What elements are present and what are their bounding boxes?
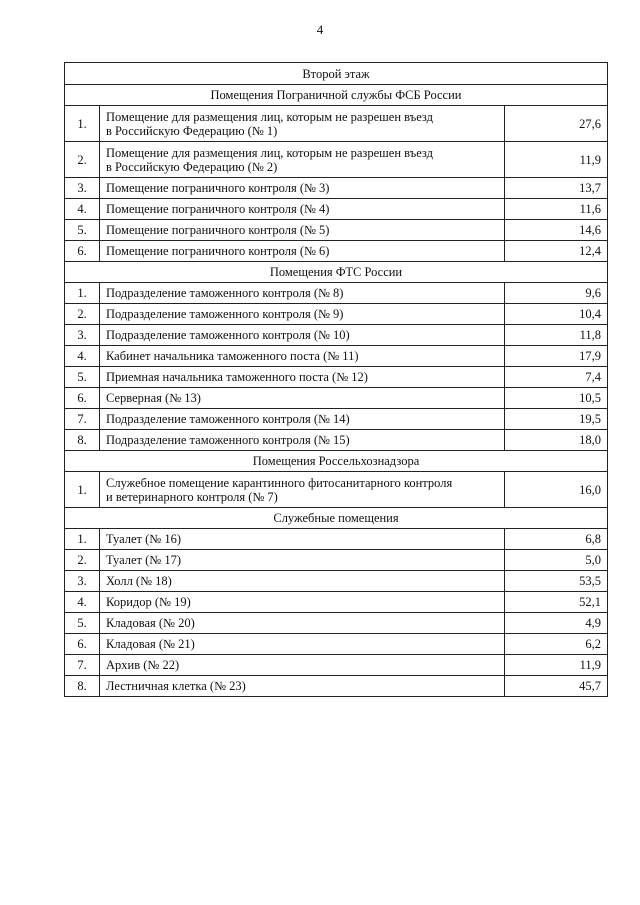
table-row — [65, 592, 608, 613]
row-number: 5. — [65, 613, 100, 634]
room-description-line: Служебное помещение карантинного фитосанитарного контроля — [106, 475, 453, 490]
table-row — [65, 346, 608, 367]
room-description — [100, 304, 505, 325]
room-description — [100, 283, 505, 304]
section-header-row — [65, 451, 608, 472]
row-number: 8. — [65, 430, 100, 451]
table-row — [65, 634, 608, 655]
row-number: 7. — [65, 409, 100, 430]
table-row — [65, 241, 608, 262]
room-description — [100, 634, 505, 655]
row-number: 6. — [65, 634, 100, 655]
room-area: 16,0 — [505, 472, 608, 508]
room-description — [100, 676, 505, 697]
room-description-line: Подразделение таможенного контроля (№ 15) — [106, 433, 350, 447]
room-description-line: Коридор (№ 19) — [106, 595, 191, 609]
room-description-line: Туалет (№ 17) — [106, 553, 182, 567]
room-area: 52,1 — [505, 592, 608, 613]
room-area: 12,4 — [505, 241, 608, 262]
row-number: 1. — [65, 529, 100, 550]
row-number: 5. — [65, 220, 100, 241]
table-row — [65, 106, 608, 142]
room-description-line: Подразделение таможенного контроля (№ 9) — [106, 307, 344, 321]
row-number: 3. — [65, 325, 100, 346]
room-description — [100, 529, 505, 550]
room-description — [100, 388, 505, 409]
row-number: 1. — [65, 106, 100, 142]
room-description — [100, 655, 505, 676]
section-title: Служебные помещения — [65, 508, 608, 529]
room-description-line: в Российскую Федерацию (№ 1) — [106, 123, 278, 138]
row-number: 5. — [65, 367, 100, 388]
rooms-table — [64, 62, 608, 697]
room-area: 11,9 — [505, 142, 608, 178]
room-description — [100, 550, 505, 571]
row-number: 4. — [65, 346, 100, 367]
room-description — [100, 142, 505, 178]
table-row — [65, 325, 608, 346]
room-description — [100, 199, 505, 220]
room-description-line: Подразделение таможенного контроля (№ 8) — [106, 286, 344, 300]
row-number: 6. — [65, 388, 100, 409]
page-number: 4 — [316, 22, 324, 37]
room-description-line: Архив (№ 22) — [106, 658, 180, 672]
table-row — [65, 529, 608, 550]
row-number: 3. — [65, 571, 100, 592]
room-description — [100, 346, 505, 367]
room-description-line: Кладовая (№ 20) — [106, 616, 195, 630]
section-header-row — [65, 262, 608, 283]
row-number: 4. — [65, 199, 100, 220]
table-row — [65, 430, 608, 451]
floor-title: Второй этаж — [65, 63, 608, 85]
room-description-line: Подразделение таможенного контроля (№ 14) — [106, 412, 350, 426]
table-row — [65, 550, 608, 571]
room-area: 13,7 — [505, 178, 608, 199]
table-row — [65, 199, 608, 220]
room-area: 5,0 — [505, 550, 608, 571]
table-row — [65, 676, 608, 697]
room-area: 27,6 — [505, 106, 608, 142]
row-number: 3. — [65, 178, 100, 199]
row-number: 1. — [65, 283, 100, 304]
room-area: 19,5 — [505, 409, 608, 430]
room-area: 53,5 — [505, 571, 608, 592]
table-row — [65, 142, 608, 178]
room-area: 11,9 — [505, 655, 608, 676]
section-title: Помещения Пограничной службы ФСБ России — [65, 85, 608, 106]
room-description-line: Помещение для размещения лиц, которым не разрешен въезд — [106, 145, 433, 160]
table-row — [65, 178, 608, 199]
room-description-line: Помещение пограничного контроля (№ 3) — [106, 181, 330, 195]
room-description — [100, 472, 505, 508]
floor-title-row — [65, 63, 608, 85]
room-description — [100, 367, 505, 388]
room-area: 7,4 — [505, 367, 608, 388]
row-number: 4. — [65, 592, 100, 613]
row-number: 7. — [65, 655, 100, 676]
row-number: 2. — [65, 142, 100, 178]
room-area: 9,6 — [505, 283, 608, 304]
room-description-line: Помещение пограничного контроля (№ 5) — [106, 223, 330, 237]
room-area: 6,8 — [505, 529, 608, 550]
room-description-line: Холл (№ 18) — [106, 574, 172, 588]
room-description — [100, 613, 505, 634]
row-number: 2. — [65, 550, 100, 571]
room-description-line: Лестничная клетка (№ 23) — [106, 679, 246, 693]
section-header-row — [65, 508, 608, 529]
table-row — [65, 409, 608, 430]
row-number: 8. — [65, 676, 100, 697]
room-area: 11,6 — [505, 199, 608, 220]
room-description — [100, 592, 505, 613]
room-description — [100, 106, 505, 142]
room-description-line: Помещение для размещения лиц, которым не разрешен въезд — [106, 109, 433, 124]
room-area: 11,8 — [505, 325, 608, 346]
room-description-line: Подразделение таможенного контроля (№ 10) — [106, 328, 350, 342]
room-description — [100, 571, 505, 592]
room-area: 4,9 — [505, 613, 608, 634]
room-description — [100, 241, 505, 262]
room-area: 18,0 — [505, 430, 608, 451]
row-number: 2. — [65, 304, 100, 325]
room-area: 14,6 — [505, 220, 608, 241]
room-area: 10,4 — [505, 304, 608, 325]
room-description — [100, 325, 505, 346]
table-row — [65, 367, 608, 388]
room-description — [100, 409, 505, 430]
room-description-line: Серверная (№ 13) — [106, 391, 201, 405]
rooms-table-body — [65, 63, 608, 697]
room-description-line: Помещение пограничного контроля (№ 6) — [106, 244, 330, 258]
table-row — [65, 388, 608, 409]
room-description — [100, 430, 505, 451]
room-area: 10,5 — [505, 388, 608, 409]
table-row — [65, 304, 608, 325]
room-area: 17,9 — [505, 346, 608, 367]
row-number: 6. — [65, 241, 100, 262]
room-area: 6,2 — [505, 634, 608, 655]
room-description — [100, 220, 505, 241]
room-description-line: Помещение пограничного контроля (№ 4) — [106, 202, 330, 216]
section-header-row — [65, 85, 608, 106]
table-row — [65, 283, 608, 304]
room-description-line: и ветеринарного контроля (№ 7) — [106, 489, 278, 504]
table-row — [65, 220, 608, 241]
section-title: Помещения Россельхознадзора — [65, 451, 608, 472]
room-area: 45,7 — [505, 676, 608, 697]
section-title: Помещения ФТС России — [65, 262, 608, 283]
room-description — [100, 178, 505, 199]
table-row — [65, 571, 608, 592]
room-description-line: Приемная начальника таможенного поста (№ 12) — [106, 370, 368, 384]
row-number: 1. — [65, 472, 100, 508]
table-row — [65, 613, 608, 634]
table-row — [65, 472, 608, 508]
room-description-line: Кабинет начальника таможенного поста (№ 11) — [106, 349, 359, 363]
table-row — [65, 655, 608, 676]
room-description-line: Туалет (№ 16) — [106, 532, 182, 546]
room-description-line: Кладовая (№ 21) — [106, 637, 195, 651]
room-description-line: в Российскую Федерацию (№ 2) — [106, 159, 278, 174]
